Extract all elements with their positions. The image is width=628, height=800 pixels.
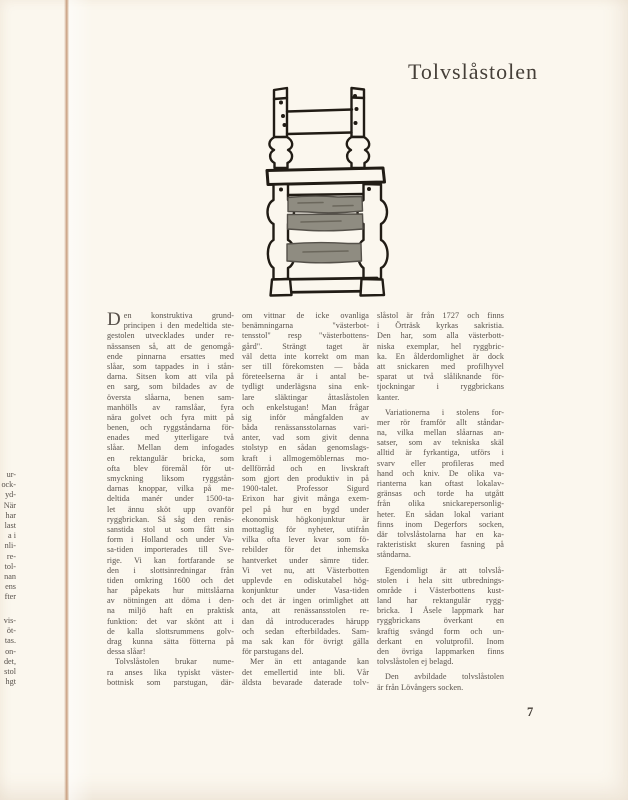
paragraph [242,657,369,688]
text-line: Vi vet nu, att Västerbotten [242,565,369,575]
fragment-line: När [3,500,16,510]
post-baluster-right [347,137,369,168]
text-line: där tolvslåstolarna har en ka- [377,529,504,539]
text-line: nässansen så, att de genomgå- [107,341,234,351]
text-line: slåar, som tappades in i stån- [107,361,234,371]
seat-board [267,168,385,185]
text-line: drag kunna sätta fötterna på [107,637,234,646]
text-line: 1900-talet. Professor Sigurd [242,484,369,494]
text-line: svarv eller profileras med [377,458,504,468]
fragment-line: on- [5,646,16,656]
text-line: smyckning liksom ryggstån- [107,474,234,483]
text-line: benen, och ryggståndarna för- [107,423,234,433]
text-line: det emellertid inte bli. Vår [242,667,369,677]
fragment-line: a i [8,531,16,541]
paragraph [377,566,504,668]
text-line: från olika snickarepersonlig- [377,499,504,509]
text-line: en konstruktiva grund- [123,311,234,320]
page-title: Tolvslåstolen [408,58,539,84]
text-line: Mer än ett antagande kan [250,657,369,667]
text-line: na, vilka mellan slåarnas an- [377,428,504,438]
text-line: ekonomisk högkonjunktur är [242,514,369,524]
text-line: de kalla slottsrummens golv- [107,626,234,636]
text-line: den i slottsinredningar från [107,565,234,575]
text-line: en sarg, som bildades av de [107,382,234,392]
text-line: som gjort den produktiv in på [242,474,369,483]
back-post-left [274,88,287,138]
text-line: finns inom Degerfors socken, [377,519,504,529]
text-line: alltid är fyrkantiga, utförs i [377,448,504,458]
text-line: och det är ingen orimlighet att [242,596,369,606]
text-line: niska exemplar, hel ryggbric- [377,341,504,351]
drop-cap: D [107,309,121,330]
text-line: hantverket under sämre tider. [242,555,369,565]
text-line: ma sak kan för övrigt gälla [242,637,369,646]
text-line: benämningarna "västerbot- [242,321,369,331]
text-line: ra anses lika typiskt väster- [107,667,234,677]
fragment-line: stol [4,666,16,676]
text-line: av nötningen att döma i den- [107,596,234,606]
text-line: ryggbrickan. Så såg den renäs- [107,514,234,524]
text-line: för parstugans del. [242,647,304,657]
text-line: anta, att renässansstolen re- [242,606,369,616]
text-line: och sedan efterbildades. Sam- [242,626,369,636]
text-line: båda renässansstolarnas vari- [242,423,369,433]
text-line: deltida manér under 1500-ta- [107,494,234,504]
post-baluster-left [269,137,292,168]
text-line: enades med ytterligare två [107,433,234,443]
text-line: stolstyp en sådan genomslags- [242,443,369,453]
fragment-line: hgt [5,677,16,687]
text-line: att snickaren med profilhyvel [377,361,504,371]
text-line: rakteristiskt skuren fasning på [377,540,504,550]
text-column-3 [377,311,504,693]
text-line: i Örträsk kyrkas sakristia. [377,321,504,331]
text-line: vilka ofta lever kvar som fö- [242,535,369,545]
fragment-line: re- [6,551,16,561]
text-line: manhölls av ramslåar, fyra [107,402,234,412]
text-line: Variationerna i stolens for- [385,407,504,417]
text-line: kraftig svängd form och un- [377,626,504,636]
text-line: sparat ut två slåliknande för- [377,372,504,382]
text-line: äldsta bevarade daterade tolv- [242,677,369,687]
text-line: let ännu sköt upp ovanför [107,504,234,514]
text-line: har påpekats hur mittslåarna [107,586,234,596]
text-line: tjockningar i ryggbrickans [377,382,504,392]
foot-left [271,279,292,296]
text-line: gestolen utvecklades under re- [107,331,234,341]
paragraph [377,408,504,561]
text-line: gränsas och torde ha utgått [377,489,504,499]
text-line: om vittnar de icke ovanliga [242,311,369,320]
text-line: översta slåarna, benen sam- [107,392,234,402]
text-line: väl detta inte korrekt om man [242,351,369,361]
text-line: kanter. [377,392,400,402]
paragraph [242,311,369,657]
text-line: dellförråd och en livskraft [242,463,369,473]
apron [288,194,363,195]
text-line: slåstol är från 1727 och finns [377,311,504,320]
text-line: ser till förekomsten — båda [242,361,369,371]
fragment-line: nan [4,571,16,581]
text-line: Tolvslåstolen brukar nume- [115,657,234,667]
text-line: Den avbildade tolvslåstolen [385,672,504,682]
text-line: ryggbrickans överkant en [377,616,504,626]
foot-right [361,279,385,296]
text-line: darnas knoppar, vilka på me- [107,484,234,494]
text-line: tolvslåstolen ej belagd. [377,657,454,667]
text-line: heter. En sådan lokal variant [377,509,504,519]
text-line: na miljö haft en praktisk [107,606,234,616]
fragment-line: ur- [6,470,16,479]
text-line: och enkelstugan! Man frågar [242,402,369,412]
fragment-line: vis- [3,616,16,625]
text-line: principen i den medeltida ste- [123,321,234,331]
text-line: upplevde en odiskutabel hög- [242,575,369,585]
margin-fragment-group-2 [0,616,16,687]
text-line: funktion: det var skönt att i [107,616,234,626]
text-line: sig inför mångfalden av [242,412,369,422]
text-line: ståndarna. [377,550,411,560]
text-column-2 [242,311,369,688]
text-line: sanstida stol ut som fått sin [107,524,234,534]
text-line: slåar. Mellan dem infogades [107,443,234,453]
text-line: satser, som av tekniska skäl [377,438,504,448]
text-line: nära golvet och fyra mitt på [107,412,234,422]
text-line: dessa slåar! [107,647,146,657]
fragment-line: öt- [6,626,16,636]
text-line: mer rör framför allt ståndar- [377,417,504,427]
paragraph [377,672,504,692]
text-line: form i Holland och under Va- [107,535,234,545]
paragraph [107,311,234,657]
text-line: ka. En ålderdomlighet är dock [377,351,504,361]
text-line: är från Lövångers socken. [377,682,464,692]
text-line: område i Västerbottens kust- [377,585,504,595]
text-line: darna. Sitsen kom att vila på [107,372,234,382]
text-line: tydligt underlägsna sina enk- [242,382,369,392]
text-line: mottaglig för nyheter, utifrån [242,524,369,534]
text-line: stolen i hela sitt utbrednings- [377,575,504,585]
text-line: lare släktingar åttaslåstolen [242,392,369,402]
text-line: land har rektangulär rygg- [377,596,504,606]
text-line: anter, vad som givit denna [242,433,369,443]
fragment-line: yd- [5,490,16,500]
fragment-line: last [4,520,16,530]
text-line: Erixon har givit många exem- [242,494,369,504]
text-line: rige. Vi kan fortfarande se [107,555,234,565]
text-line: en rektangulär bricka, som [107,453,234,463]
text-line: derkant en volutprofil. Inom [377,636,504,646]
text-line: bricka. I Åsele lappmark har [377,606,504,616]
margin-fragment-group-1 [0,470,16,602]
text-line: tensstol" resp "västerbottens- [242,331,369,341]
page-number: 7 [527,705,534,719]
text-line: Egendomligt är att tolvslå- [385,565,504,575]
fragment-line: har [5,510,16,520]
text-column-1 [107,311,234,688]
paragraph [107,657,234,688]
fragment-line: ens [5,582,16,592]
text-line: Den har, som alla västerbott- [377,331,504,341]
text-line: gård". Strängt taget är [242,341,369,351]
backrest-panel [287,110,352,135]
fragment-line: tas. [4,636,16,646]
text-line: hand och kniv. De olika va- [377,468,504,478]
fragment-line: ock- [1,480,16,490]
fragment-line: tol- [4,561,16,571]
fragment-line: det, [3,656,16,666]
text-line: den övriga lappmarken finns [377,647,504,656]
fragment-line: fter [4,592,16,602]
text-line: bottnisk som parstugan, där- [107,677,234,687]
text-line: sa-tiden importerades till Sve- [107,545,234,555]
text-line: pel på hur en bygd under [242,504,369,514]
text-line: ende pinnarna ersattes med [107,351,234,361]
chair-illustration [253,82,395,300]
text-line: rianterna kan oftast lokalav- [377,479,504,488]
text-line: rebilder för det inhemska [242,545,369,555]
text-line: ofta blev föremål för ut- [107,463,234,473]
paragraph [377,311,504,403]
text-line: dan då introducerades härupp [242,616,369,626]
text-line: kraft i allmogemöblernas mo- [242,453,369,463]
text-line: företeelserna är i antal be- [242,372,369,382]
fragment-line: nli- [4,541,16,551]
page-fold-highlight [69,0,93,800]
text-line: tiden omkring 1600 och det [107,575,234,585]
text-line: konjunktur under Vasa-tiden [242,586,369,596]
